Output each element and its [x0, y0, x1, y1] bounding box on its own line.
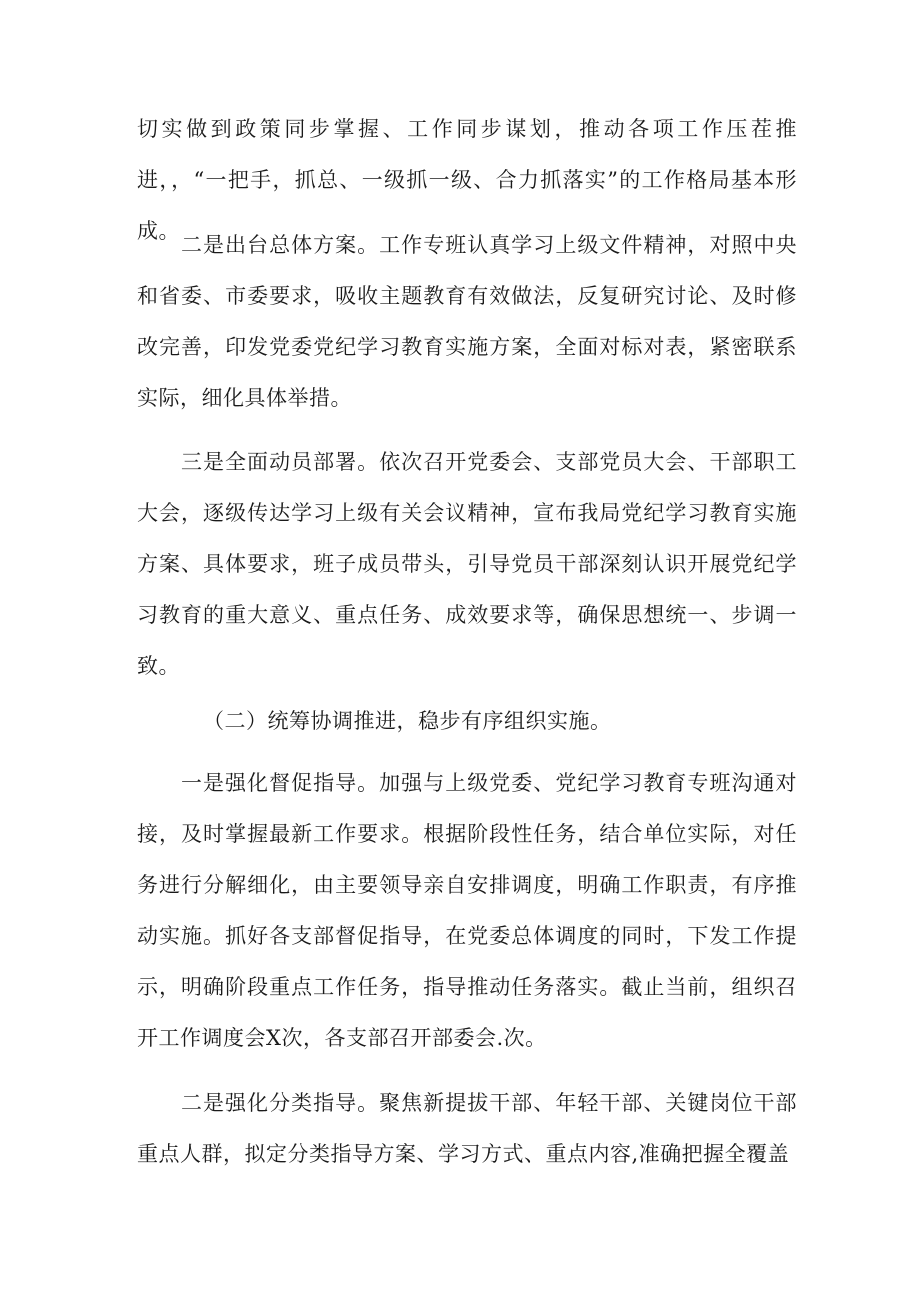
paragraph-mobilization: 三是全面动员部署。依次召开党委会、支部党员大会、干部职工大会，逐级传达学习上级有关会议精神，宣布我局党纪学习教育实施方案、具体要求，班子成员带头，引导党员干部深刻认识开展党纪学习教育的重大意义、重点任务、成效要求等，确保思想统一、步调一致。	[137, 450, 797, 678]
paragraph-classified-guidance: 二是强化分类指导。聚焦新提拔干部、年轻干部、关键岗位干部重点人群，拟定分类指导方案、学习方式、重点内容,准确把握全覆盖	[137, 1091, 797, 1166]
section-heading: （二）统筹协调推进，稳步有序组织实施。	[203, 709, 612, 733]
paragraph-continuation: 切实做到政策同步掌握、工作同步谋划，推动各项工作压茬推进，，“一把手，抓总、一级抓一级、合力抓落实”的工作格局基本形成。	[137, 117, 797, 243]
paragraph-issue-plan: 二是出台总体方案。工作专班认真学习上级文件精神，对照中央和省委、市委要求，吸收主题教育有效做法，反复研究讨论、及时修改完善，印发党委党纪学习教育实施方案，全面对标对表，紧密联系实际，细化具体举措。	[137, 233, 797, 410]
paragraph-supervision: 一是强化督促指导。加强与上级党委、党纪学习教育专班沟通对接，及时掌握最新工作要求。根据阶段性任务，结合单位实际，对任务进行分解细化，由主要领导亲自安排调度，明确工作职责，有序推动实施。抓好各支部督促指导，在党委总体调度的同时，下发工作提示，明确阶段重点工作任务，指导推动任务落实。截止当前，组织召开工作调度会X次，各支部召开部委会.次。	[137, 771, 797, 1050]
